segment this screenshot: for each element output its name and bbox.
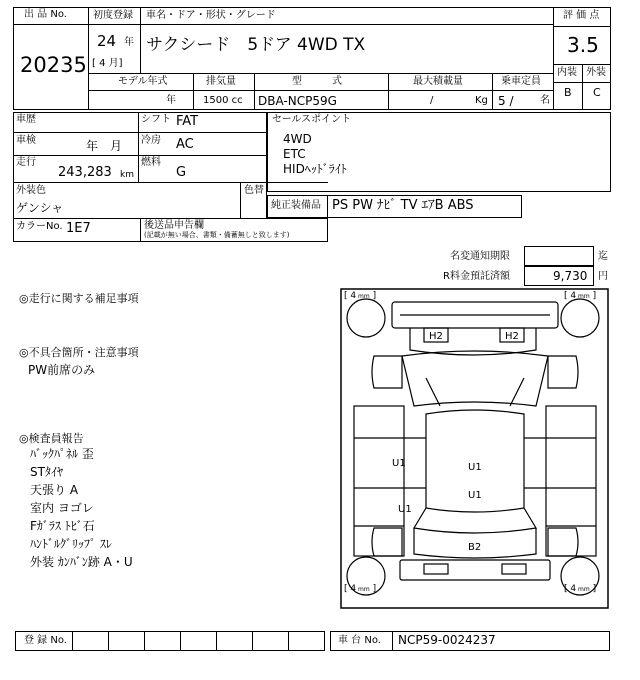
interior-grade: B: [564, 86, 572, 99]
shift-label: シフト: [141, 114, 171, 125]
equipment-label: 純正装備品: [271, 200, 321, 211]
mileage-unit: km: [120, 170, 134, 180]
max-load-label: 最大積載量: [413, 76, 463, 87]
inspector-notes-label: ◎検査員報告: [19, 432, 84, 445]
equipment-value: PS PW ﾅﾋﾞ TV ｴｱB ABS: [332, 198, 474, 213]
sales-label: セールスポイント: [272, 114, 352, 125]
tire-rl-label: [ 4 mm ]: [344, 584, 377, 594]
interior-label: 内装: [557, 67, 577, 78]
lot-label: 出 品 No.: [24, 9, 67, 20]
driving-notes-label: ◎走行に関する補足事項: [19, 292, 139, 305]
shift-value: FAT: [176, 114, 199, 129]
damage-mark: H2: [429, 331, 443, 342]
car-name: サクシード 5ドア 4WD TX: [146, 35, 366, 55]
tire-fl-label: [ 4 mm ]: [344, 291, 377, 301]
reg-no-label: 登 録 No.: [24, 635, 67, 646]
exterior-color-value: ゲンシャ: [16, 201, 64, 215]
recycle-label: 後送品申告欄: [144, 220, 204, 231]
tire-fr-label: [ 4 mm ]: [564, 291, 597, 301]
capacity-unit: 名: [540, 95, 550, 106]
color-no-value: 1E7: [66, 221, 91, 236]
chassis-label: 車 台 No.: [338, 635, 381, 646]
first-reg-label: 初度登録: [93, 10, 133, 21]
name-change-label: 名変通知期限: [450, 251, 510, 262]
recycle-fee-label: R料金預託済額: [443, 271, 510, 282]
exterior-color-label: 外装色: [16, 185, 46, 196]
ac-value: AC: [176, 137, 194, 152]
capacity-value: 5 /: [498, 94, 514, 108]
inspector-item: 天張り A: [30, 483, 79, 497]
fuel-value: G: [176, 165, 187, 180]
ac-label: 冷房: [141, 135, 161, 146]
chassis-value: NCP59-0024237: [398, 633, 496, 647]
inspector-item: ﾊﾝﾄﾞﾙｸﾞﾘｯﾌﾟ ｽﾚ: [30, 537, 112, 551]
rating-value: 3.5: [567, 33, 599, 57]
fuel-label: 燃料: [141, 157, 161, 168]
defect-item: PW前席のみ: [28, 363, 96, 377]
damage-mark: B2: [468, 542, 482, 553]
name-change-box: [524, 246, 594, 266]
mileage-value: 243,283: [58, 165, 112, 180]
inspector-item: ﾊﾞｯｸﾊﾟﾈﾙ 歪: [30, 447, 94, 461]
max-load-unit: Kg: [475, 95, 488, 106]
displacement-value: 1500 cc: [203, 95, 243, 106]
reg-year: 24: [97, 32, 117, 50]
reg-month: [ 4 月]: [92, 58, 123, 69]
recycle-fee-unit: 円: [598, 271, 608, 282]
damage-mark: U1: [468, 462, 482, 473]
inspection-label: 車検: [16, 135, 36, 146]
car-damage-diagram: [340, 288, 610, 610]
color-no-label: カラーNo.: [16, 221, 63, 232]
inspector-item: Fｶﾞﾗｽ ﾄﾋﾞ石: [30, 519, 95, 533]
capacity-label: 乗車定員: [501, 76, 541, 87]
type-label: 型 式: [292, 76, 342, 87]
inspector-item: 室内 ヨゴレ: [30, 501, 94, 515]
mileage-label: 走行: [16, 157, 36, 168]
tire-rr-label: [ 4 mm ]: [564, 584, 597, 594]
inspector-item: STﾀｲﾔ: [30, 465, 63, 479]
damage-mark: U1: [392, 458, 406, 469]
type-value: DBA-NCP59G: [258, 94, 337, 108]
sales-point: ETC: [283, 147, 306, 161]
damage-mark: U1: [398, 504, 412, 515]
model-year-unit: 年: [166, 95, 176, 106]
displacement-label: 排気量: [206, 76, 236, 87]
sales-point: 4WD: [283, 132, 312, 146]
damage-mark: H2: [505, 331, 519, 342]
defect-notes-label: ◎不具合箇所・注意事項: [19, 346, 139, 359]
recycle-note: (記載が無い場合、書類・備蓄無しと致します): [144, 231, 290, 239]
color-change-label: 色替: [244, 185, 264, 196]
recycle-fee-value: 9,730: [553, 269, 588, 283]
car-name-label: 車名・ドア・形状・グレード: [146, 10, 276, 21]
rating-label: 評 価 点: [563, 10, 600, 21]
sales-point: HIDﾍｯﾄﾞﾗｲﾄ: [283, 162, 347, 176]
reg-year-unit: 年: [124, 37, 134, 48]
damage-mark: U1: [468, 490, 482, 501]
max-load-slash: /: [430, 95, 434, 106]
inspector-item: 外装 ｶﾝﾊﾞﾝ跡 A・U: [30, 555, 133, 569]
name-change-unit: 迄: [598, 251, 608, 262]
exterior-label: 外装: [586, 67, 606, 78]
history-label: 車歴: [16, 114, 36, 125]
model-year-label: モデル年式: [118, 76, 168, 87]
inspection-value: 年 月: [86, 139, 123, 153]
lot-number: 20235: [20, 53, 87, 77]
exterior-grade: C: [593, 86, 601, 99]
